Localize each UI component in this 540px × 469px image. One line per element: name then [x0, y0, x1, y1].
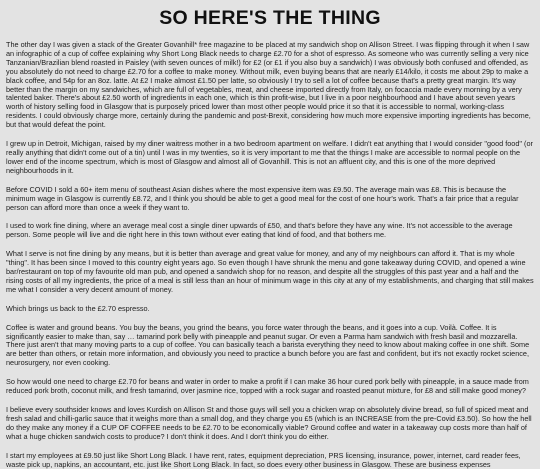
article-body [6, 41, 534, 469]
paragraph: I grew up in Detroit, Michigan, raised by my diner waitress mother in a two bedroom apartment on welfare. I didn't eat anything that I would consider "good food" (or really anything that didn't come out of a tin) until I was in my twenties, so it is very important to me that the things I make are accessible to normal people on the lower end of the income spectrum, which is most of Glasgow and almost all of Govanhill. This is not an affluent city, and this is one of the more deprived neighbourhoods in it. [6, 139, 533, 175]
paragraph: So how would one need to charge £2.70 for beans and water in order to make a profit if I can make 36 hour cured pork belly with pineapple, in a sauce made from reduced pork broth, coconut milk, and fresh tamarind, over jasmine rice, topped with a rock sugar and roasted peanut mixture, for £8 and still make good money? [6, 377, 529, 396]
article-title: SO HERE'S THE THING [159, 7, 381, 29]
paragraph: What I serve is not fine dining by any means, but it is better than average and great value for money, and any of my neighbours can afford it. That is my whole "thing". It has been since I moved to this country eight years ago. So even though I have shrunk the menu and gone takeaway during COVID, and opened a wine bar/restaurant on top of my favourite old man pub, and opened a sandwich shop for no reason, and despite all the struggles of this past year and a half and the rising costs of all my ingredients, the price of a meal is still less than an hour of minimum wage in this city at any of my establishments, and charging that still makes me what I consider a very decent amount of money. [6, 249, 534, 294]
paragraph: I start my employees at £9.50 just like Short Long Black. I have rent, rates, equipment depreciation, PRS licensing, insurance, power, internet, card reader fees, waste pick up, napkins, an accountant, etc. just like Short Long Black. In fact, so does every other business in Glasgow. These are business expenses [6, 450, 521, 469]
paragraph: The other day I was given a stack of the Greater Govanhill* free magazine to be placed at my sandwich shop on Allison Street. I was flipping through it when I saw an infographic of a cup of coffee explaining why Short Long Black needs to charge £2.70 for a shot of espresso. As someone who was currently selling a very nice Tanzanian/Brazilian blend roasted in Paisley (with seven ounces of milk!) for £2 (or £1 if you also buy a sandwich) I was obviously both confused and offended, as you absolutely do not need to charge £2.70 for a coffee to make money. Without milk, even buying beans that are nearly £14/kilo, it costs me about 29p to make a black coffee, and 54p for an 8oz. latte. At £2 I make almost £1.50 per latte, so obviously I try to sell a lot of coffee because that's a pretty great margin. It's way better than the margin on my sandwiches, which are full of vegetables, meat, and cheese imported directly from Italy, on focaccia made every morning by a very talented baker. There's about £2.50 worth of ingredients in each one, which is thin profit-wise, but I live in a poor neighbourhood and I have about seven years worth of history selling food in Glasgow that is purposely priced lower than most other people would price it so that it is accessible to normal, working-class residents. I could obviously charge more, certainly during the pandemic and post-Brexit, considering how much more expensive importing ingredients has become, but that would defeat the point. [6, 40, 531, 130]
paragraph: I used to work fine dining, where an average meal cost a single diner upwards of £50, and that's before they have any wine. It's not accessible to the average person. Some people will live and die right here in this town without ever eating that kind of food, and that bothers me. [6, 221, 513, 240]
paragraph: I believe every southsider knows and loves Kurdish on Allison St and those guys will sell you a chicken wrap on absolutely divine bread, so full of spiced meat and fresh salad and chilli-garlic sauce that it weighs more than a small dog, and they charge you £5 (which is an INCREASE from the pre-Covid £3.50). So how the hell do they make any money if a CUP OF COFFEE needs to be £2.70 to be economically viable? Ground coffee and water in a takeaway cup costs more than half of what a huge chicken sandwich costs to produce? I don't think it does. And I don't think you do either. [6, 405, 532, 441]
paragraph: Coffee is water and ground beans. You buy the beans, you grind the beans, you force water through the beans, and it goes into a cup. Voilà. Coffee. It is significantly easier to make than, say … tamarind pork belly with pineapple and peanut sugar. Or even a Parma ham sandwich with fresh basil and mozzarella. There just aren't that many moving parts to a cup of coffee. You can basically teach a barista everything they need to know about making coffee in one shift. Some are better than others, or retain more information, and obviously you need to practice a bunch before you are fast and confident, but it's not exactly rocket science, neurosurgery, nor even cooking. [6, 322, 530, 368]
paragraph: Which brings us back to the £2.70 espresso. [6, 303, 150, 313]
paragraph: Before COVID I sold a 60+ item menu of southeast Asian dishes where the most expensive item was £9.50. The average main was £8. This is because the minimum wage in Glasgow is currently £8.72, and I think you should be able to get a good meal for the cost of one hour's work. That's a fair price that a regular person can afford more than once a week if they want to. [6, 184, 519, 212]
